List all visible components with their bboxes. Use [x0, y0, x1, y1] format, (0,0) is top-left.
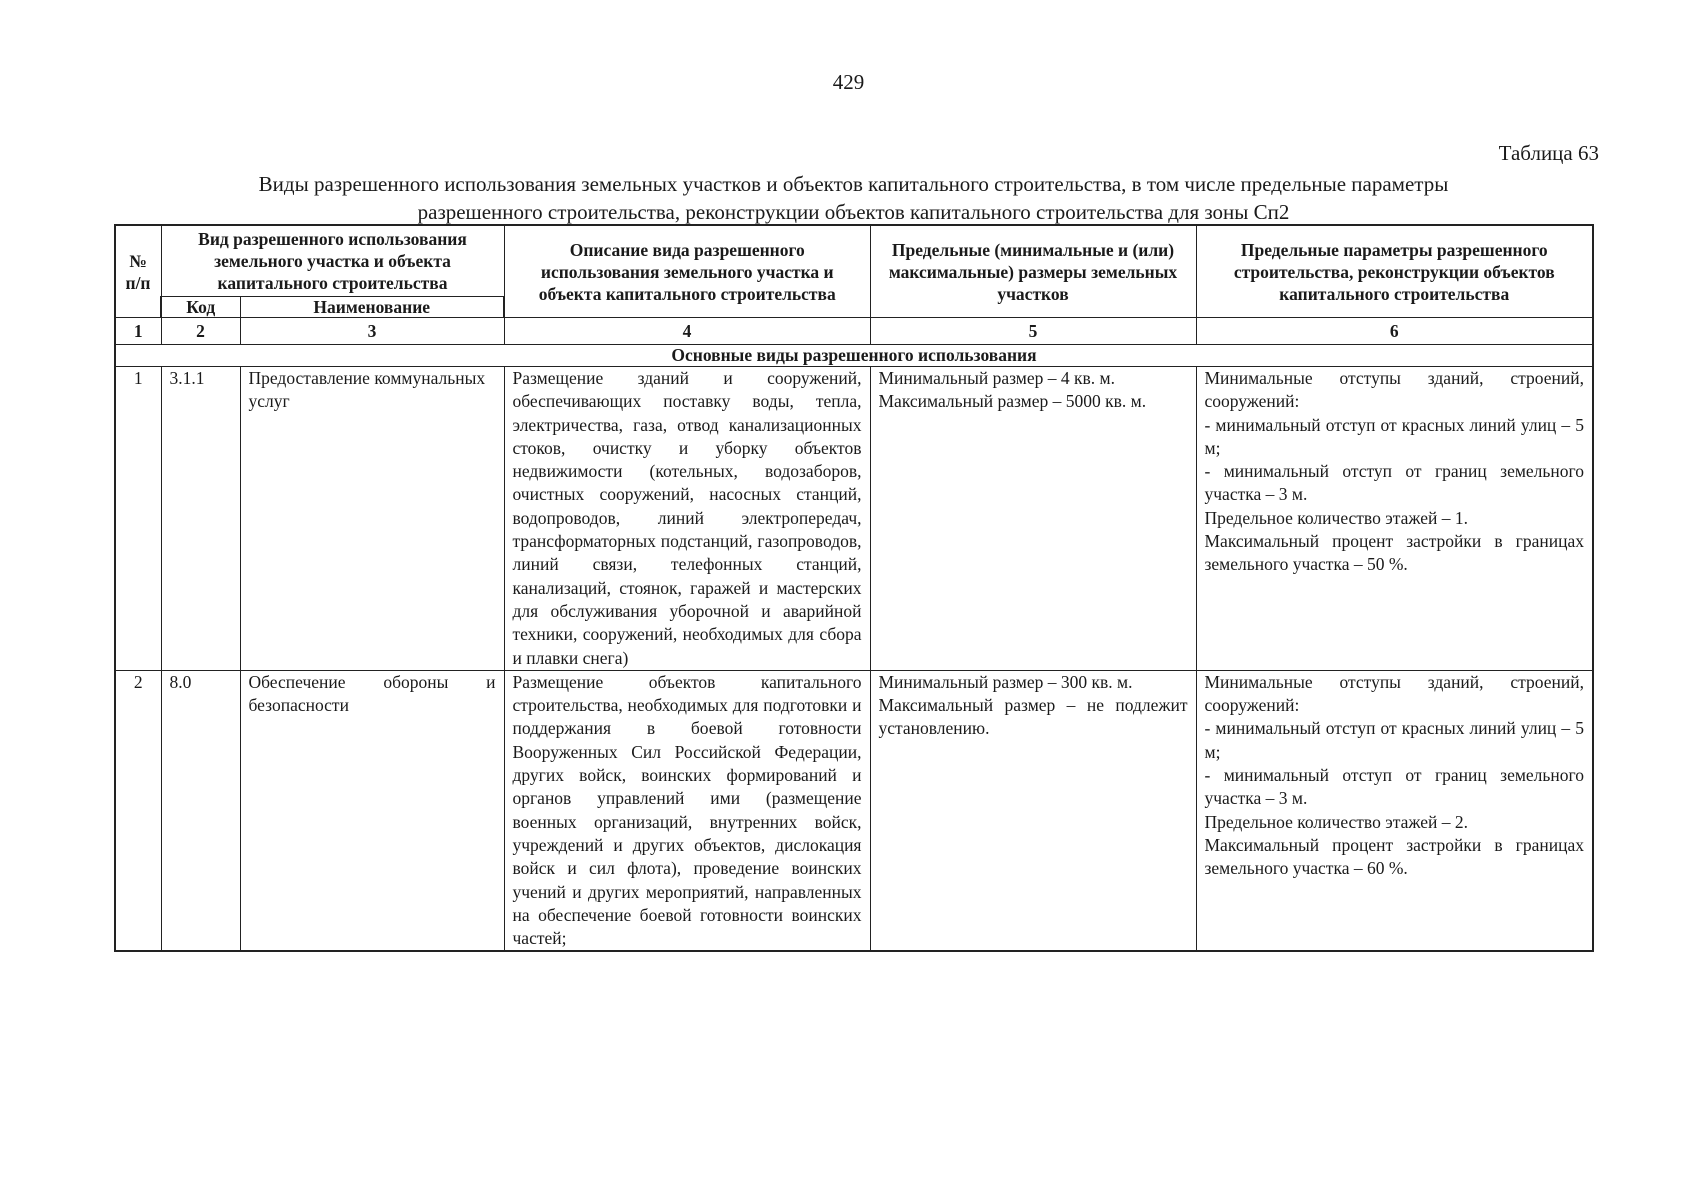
- section-row: [115, 345, 1593, 367]
- header-row: [115, 225, 1593, 297]
- param-line: - минимальный отступ от красных линий улиц – 5 м;: [1204, 414, 1584, 458]
- column-number: 4: [504, 318, 870, 345]
- section-title: Основные виды разрешенного использования: [115, 345, 1593, 367]
- table-title: [115, 170, 1592, 226]
- param-line: Минимальные отступы зданий, строений, сооружений:: [1204, 671, 1584, 716]
- param-line: Максимальный процент застройки в границах земельного участка – 60 %.: [1204, 834, 1584, 879]
- param-line: Предельное количество этажей – 2.: [1204, 811, 1468, 832]
- header-kind: Вид разрешенного использования земельного участка и объекта капитального строительства: [161, 225, 504, 297]
- param-line: - минимальный отступ от границ земельного участка – 3 м.: [1204, 765, 1584, 809]
- row-description: Размещение зданий и сооружений, обеспечивающих поставку воды, тепла, электричества, газа, отвод канализационных стоков, очистку и уборку объектов недвижимости (котельных, водозаборов, очистных сооружений, насосных станций, водопроводов, линий электропередач, трансформаторных подстанций, газопроводов, линий связи, телефонных станций, канализаций, стоянок, гаражей и мастерских для обслуживания уборочной и аварийной техники, сооружений, необходимых для сбора и плавки снега): [504, 367, 870, 671]
- header-name: Наименование: [240, 297, 504, 318]
- page-number: 429: [832, 70, 865, 94]
- param-line: Минимальные отступы зданий, строений, сооружений:: [1204, 368, 1584, 412]
- param-line: Максимальный процент застройки в границах земельного участка – 50 %.: [1204, 531, 1584, 575]
- header-code: Код: [161, 297, 240, 318]
- row-name: Обеспечение обороны и безопасности: [240, 670, 504, 951]
- row-sizes: [870, 670, 1196, 951]
- table-title-line-2: разрешенного строительства, реконструкции объектов капитального строительства для зоны Сп2: [417, 200, 1290, 224]
- column-number: 3: [240, 318, 504, 345]
- column-number: 5: [870, 318, 1196, 345]
- param-line: - минимальный отступ от красных линий улиц – 5 м;: [1204, 718, 1584, 762]
- row-params: [1196, 670, 1593, 951]
- header-description: Описание вида разрешенного использования земельного участка и объекта капитального строительства: [504, 225, 870, 318]
- header-num: № п/п: [115, 225, 161, 318]
- row-code: 3.1.1: [161, 367, 240, 671]
- column-number: 1: [115, 318, 161, 345]
- size-max: Максимальный размер – 5000 кв. м.: [878, 391, 1147, 412]
- param-line: - минимальный отступ от границ земельного участка – 3 м.: [1204, 461, 1584, 505]
- column-number-row: [115, 318, 1593, 345]
- size-min: Минимальный размер – 300 кв. м.: [878, 671, 1133, 692]
- row-code: 8.0: [161, 670, 240, 951]
- header-sizes: Предельные (минимальные и (или) максимальные) размеры земельных участков: [870, 225, 1196, 318]
- column-number: 6: [1196, 318, 1593, 345]
- row-description: Размещение объектов капитального строительства, необходимых для подготовки и поддержания в боевой готовности Вооруженных Сил Российской Федерации, других войск, воинских формирований и органов управлений ими (размещение военных организаций, внутренних войск, учреждений и других объектов, дислокация войск и сил флота), проведение воинских учений и других мероприятий, направленных на обеспечение боевой готовности воинских частей;: [504, 670, 870, 951]
- row-params: [1196, 367, 1593, 671]
- table-label: Таблица 63: [1498, 141, 1599, 165]
- table-title-line-1: Виды разрешенного использования земельных участков и объектов капитального строительства, в том числе предельные параметры: [258, 172, 1449, 196]
- header-params: Предельные параметры разрешенного строительства, реконструкции объектов капитального строительства: [1196, 225, 1593, 318]
- table-row: [115, 367, 1593, 671]
- row-number: 2: [115, 670, 161, 951]
- table-row: [115, 670, 1593, 951]
- size-max: Максимальный размер – не подлежит установлению.: [878, 695, 1188, 739]
- column-number: 2: [161, 318, 240, 345]
- land-use-table: [114, 224, 1594, 952]
- row-name: Предоставление коммунальных услуг: [240, 367, 504, 671]
- size-min: Минимальный размер – 4 кв. м.: [878, 368, 1115, 388]
- row-sizes: [870, 367, 1196, 671]
- row-number: 1: [115, 367, 161, 671]
- param-line: Предельное количество этажей – 1.: [1204, 507, 1468, 528]
